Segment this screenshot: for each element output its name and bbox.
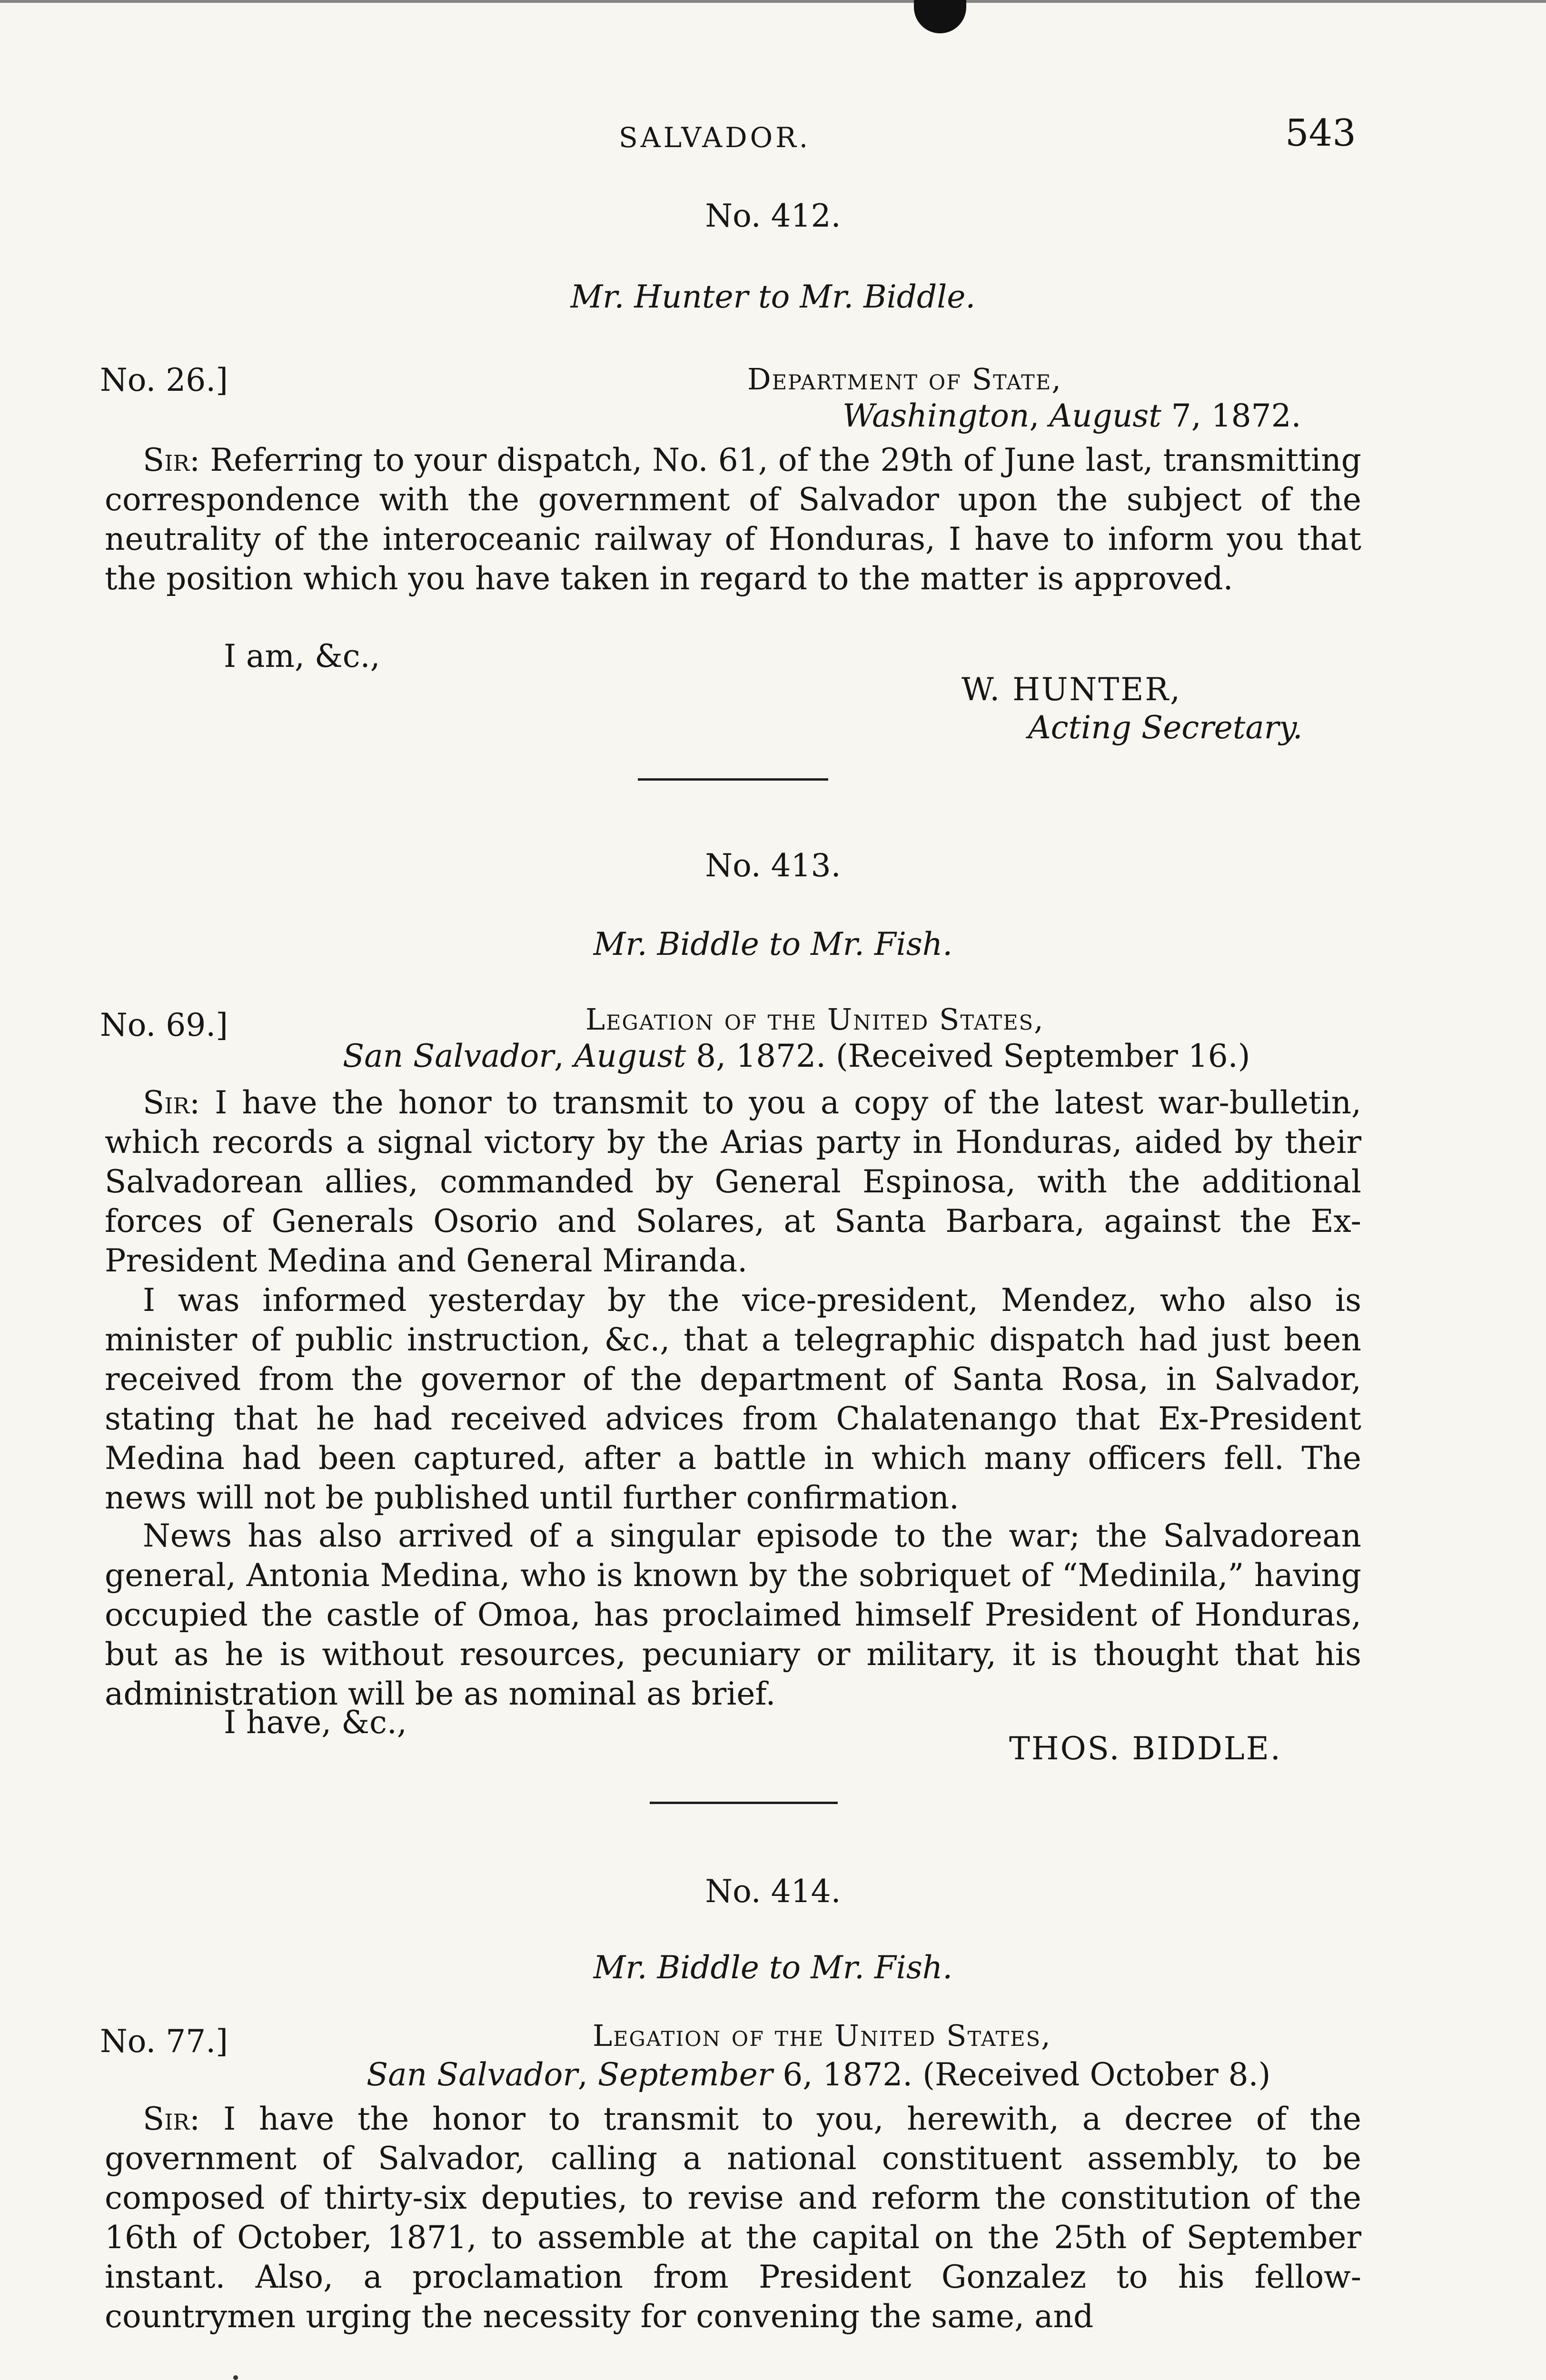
dateline-place: San Salvador [343, 1038, 554, 1074]
dateline-place: San Salvador [367, 2056, 578, 2093]
signature: W. HUNTER, [961, 671, 1182, 708]
ink-blot [914, 0, 966, 33]
dateline: San Salvador, August 8, 1872. (Received September 16.) [343, 1038, 1250, 1074]
dateline-day-year: 6, 1872. [773, 2056, 913, 2093]
document-heading: Mr. Biddle to Mr. Fish. [593, 1949, 953, 1986]
closing: I have, &c., [224, 1704, 407, 1741]
dateline-day-year: 8, 1872. [686, 1038, 826, 1074]
received-note: (Received October 8.) [922, 2056, 1271, 2093]
salutation: Sir [143, 1084, 190, 1121]
dateline: Washington, August 7, 1872. [842, 397, 1301, 434]
salutation: Sir [143, 2101, 190, 2137]
dispatch-reference: No. 77.] [100, 2023, 228, 2060]
dispatch-reference: No. 69.] [100, 1007, 228, 1043]
letter-paragraph [105, 1083, 1361, 1280]
sender-office: Department of State, [747, 362, 1062, 397]
dateline-month: September [597, 2056, 773, 2093]
paragraph-text: : I have the honor to transmit to you, herewith, a decree of the government of Salvador, calling a national constituent assembly, to be composed of thirty-six deputies, to revise and reform the constitution of the 16th of October, 1871, to assemble at the capital on the 25th of September instant. Also, a proclamation from President Gonzalez to his fellow-countrymen urging the necessity for convening the same, and [105, 2101, 1361, 2335]
dateline-month: August [574, 1038, 686, 1074]
section-divider [650, 1802, 838, 1804]
dateline-place: Washington [842, 397, 1030, 434]
salutation: Sir [143, 442, 190, 478]
letter-paragraph: I was informed yesterday by the vice-president, Mendez, who also is minister of public instruction, &c., that a telegraphic dispatch had just been received from the governor of the department of Santa Rosa, in Salvador, stating that he had received advices from Chalatenango that Ex-President Medina had been captured, after a battle in which many officers fell. The news will not be published until further confirmation. [105, 1282, 1361, 1516]
scan-top-edge [0, 0, 1546, 3]
dateline-month: August [1049, 397, 1161, 434]
document-heading: Mr. Biddle to Mr. Fish. [593, 926, 953, 962]
scan-speck [233, 2375, 238, 2380]
page-number: 543 [1285, 112, 1356, 155]
section-divider [638, 778, 828, 781]
dispatch-reference: No. 26.] [100, 362, 228, 398]
signature-title: Acting Secretary. [1028, 709, 1303, 746]
letter-paragraph [105, 440, 1361, 598]
paragraph-text: : Referring to your dispatch, No. 61, of the 29th of June last, transmitting correspondence with the government of Salvador upon the subject of the neutrality of the interoceanic railway of Honduras, I have to inform you that the position which you have taken in regard to the matter is approved. [105, 442, 1361, 597]
closing: I am, &c., [224, 638, 380, 674]
document-number: No. 412. [705, 198, 841, 234]
sender-office: Legation of the United States, [593, 2018, 1051, 2053]
document-number: No. 414. [705, 1873, 841, 1910]
sender-office: Legation of the United States, [585, 1002, 1044, 1037]
running-title: SALVADOR. [619, 121, 811, 154]
letter-paragraph [105, 2099, 1361, 2336]
dateline: San Salvador, September 6, 1872. (Received October 8.) [367, 2056, 1271, 2093]
document-heading: Mr. Hunter to Mr. Biddle. [570, 278, 976, 315]
dateline-day-year: 7, 1872. [1161, 397, 1301, 434]
document-number: No. 413. [705, 847, 841, 884]
received-note: (Received September 16.) [836, 1038, 1250, 1074]
letter-paragraph: News has also arrived of a singular episode to the war; the Salvadorean general, Antonia Medina, who is known by the sobriquet of “Medinila,” having occupied the castle of Omoa, has proclaimed himself President of Honduras, but as he is without resources, pecuniary or military, it is thought that his administration will be as nominal as brief. [105, 1517, 1361, 1712]
signature: THOS. BIDDLE. [1009, 1730, 1282, 1767]
paragraph-text: : I have the honor to transmit to you a copy of the latest war-bulletin, which records a signal victory by the Arias party in Honduras, aided by their Salvadorean allies, commanded by General Espinosa, with the additional forces of Generals Osorio and Solares, at Santa Barbara, against the Ex-President Medina and General Miranda. [105, 1084, 1361, 1279]
